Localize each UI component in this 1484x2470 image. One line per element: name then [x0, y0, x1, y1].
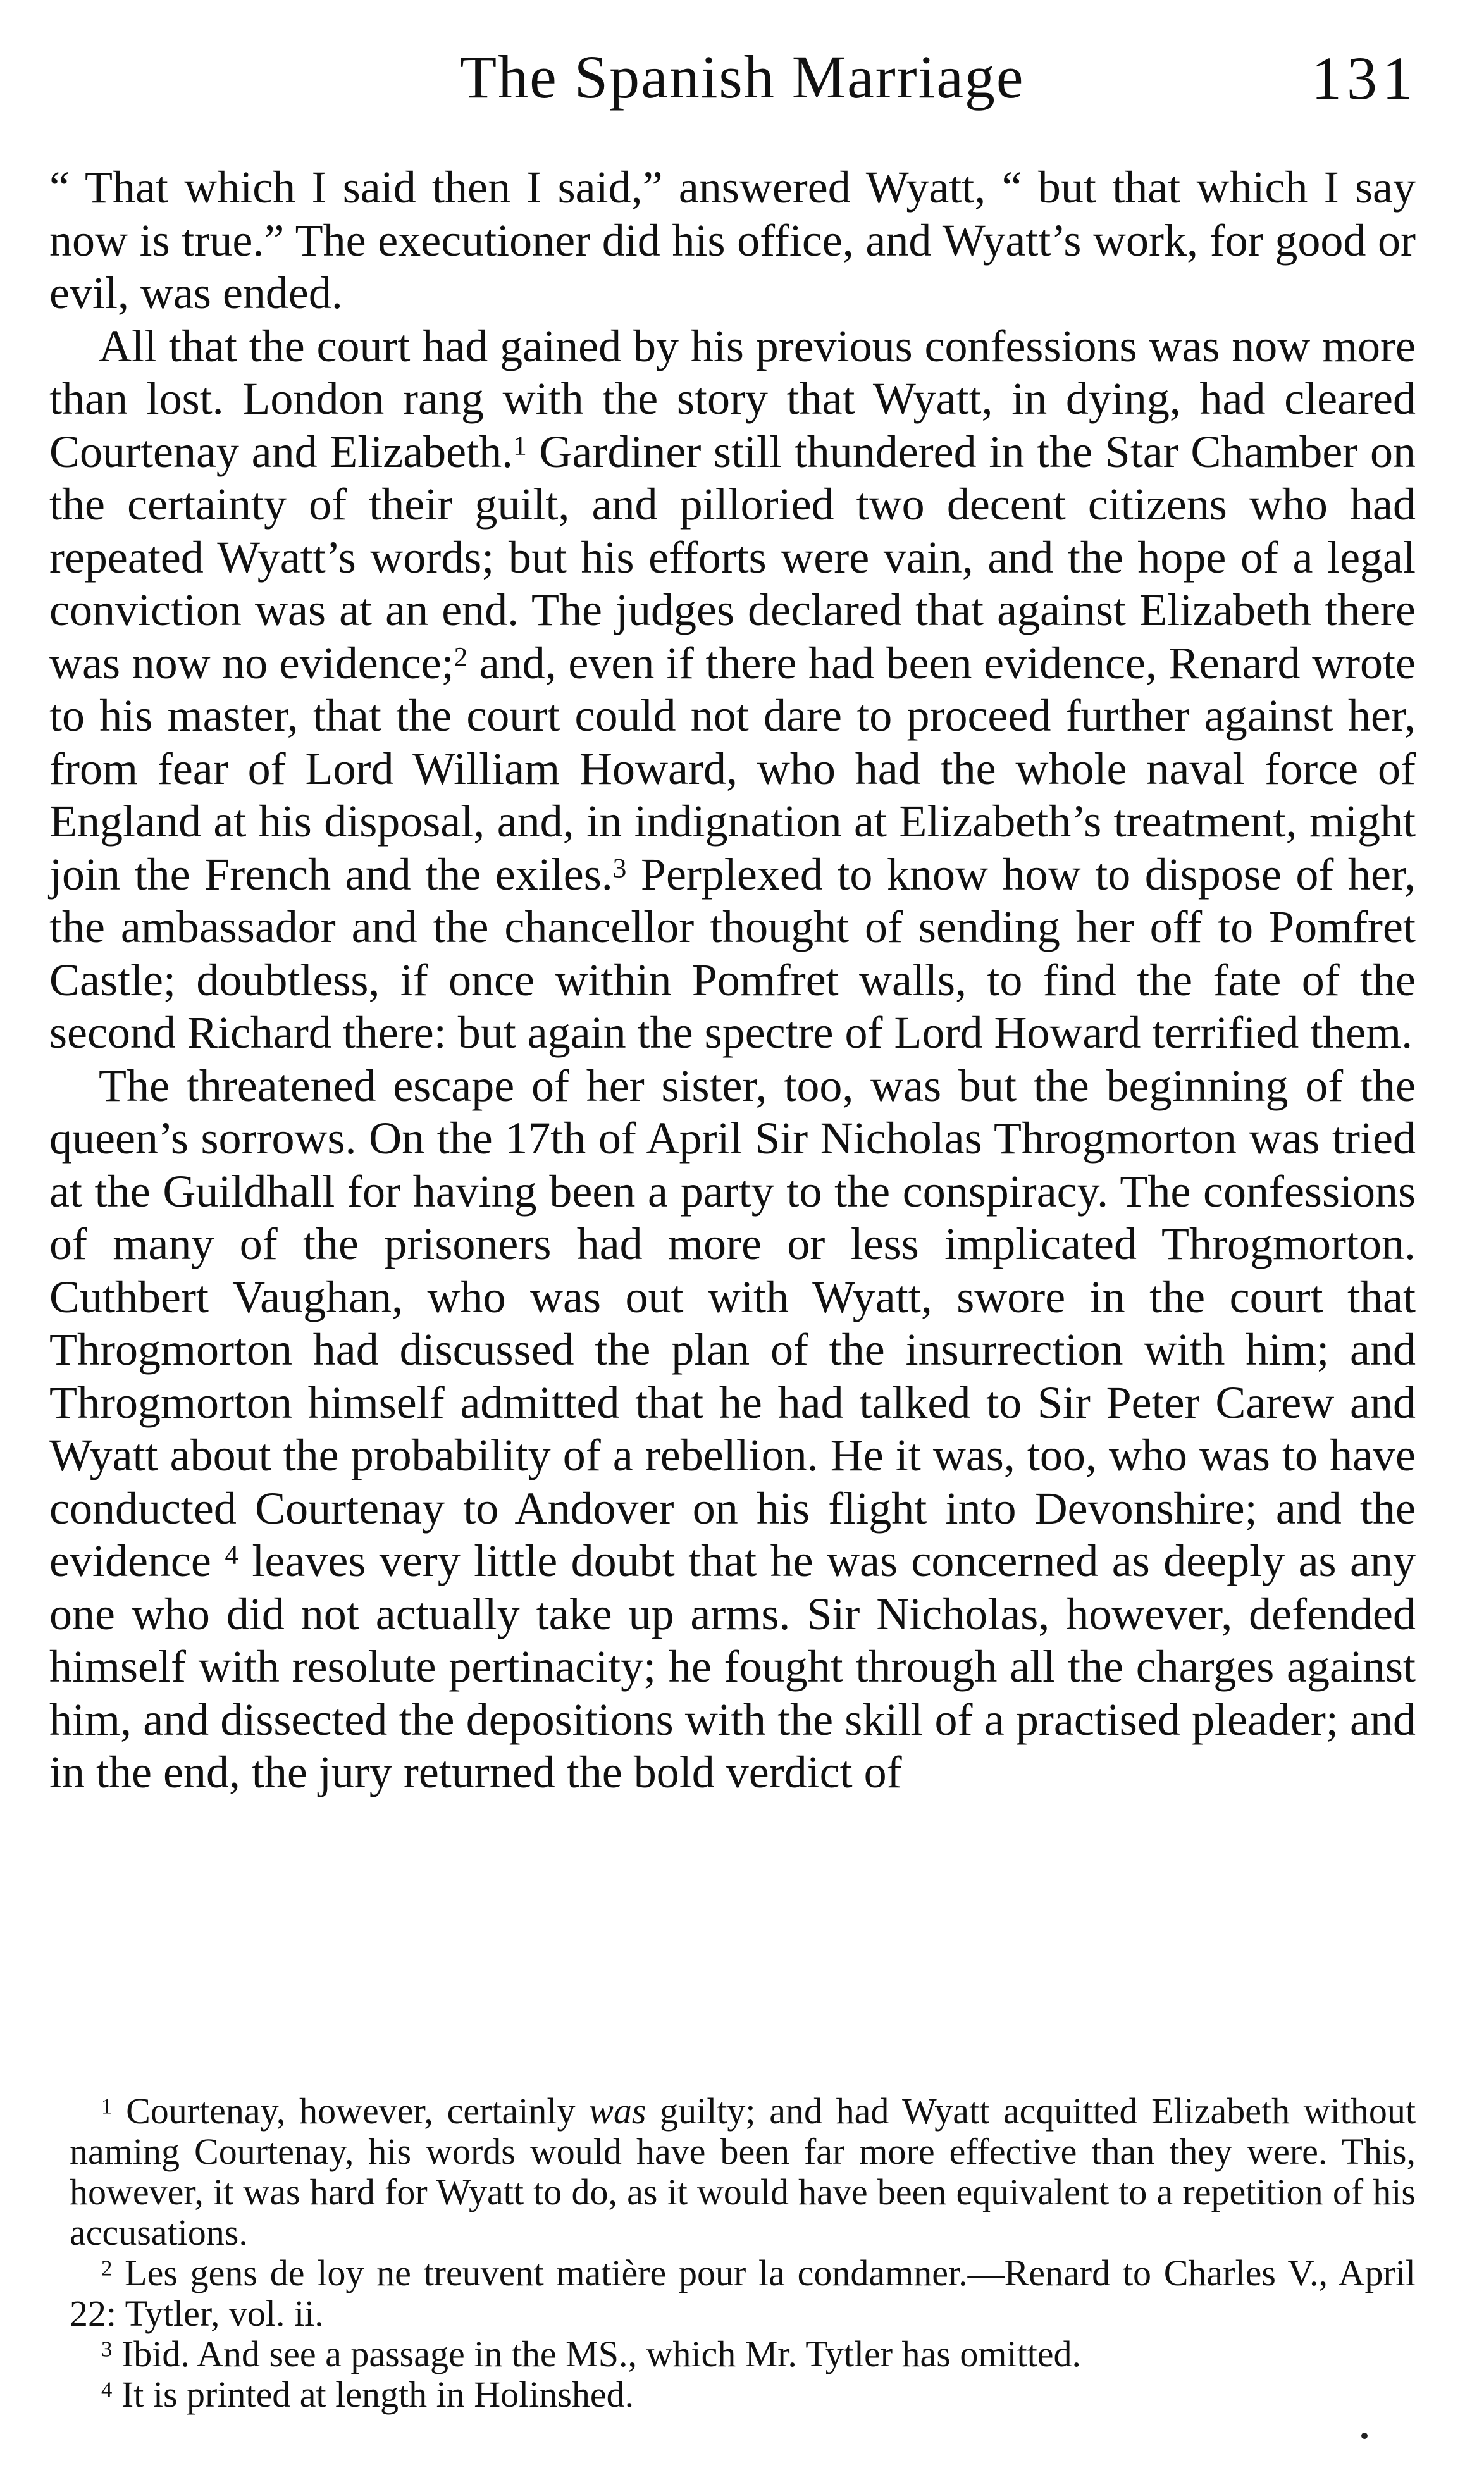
running-title: The Spanish Marriage [459, 43, 1025, 111]
footnote-1-mark: 1 [101, 2094, 113, 2119]
footnote-ref-1: 1 [513, 431, 527, 461]
footnote-3-text: Ibid. And see a passage in the MS., which Mr. Tytler has omitted. [112, 2333, 1082, 2374]
footnotes [70, 2091, 1416, 2415]
paragraph-1 [49, 161, 1416, 320]
page-number: 131 [1311, 44, 1418, 112]
footnote-4 [70, 2374, 1416, 2415]
footnote-2-text: Les gens de loy ne treuvent matière pour la condamner.—Renard to Charles V., April 22: Tytler, vol. ii. [70, 2252, 1416, 2334]
paragraph-2 [49, 320, 1416, 1060]
paragraph-2-text-c: and, even if there had been evidence, Renard wrote to his master, that the court could not dare to proceed further against her, from fear of Lord William Howard, who had the whole naval force of England at his disposal, and, in indignation at Elizabeth’s treatment, might join the French and the exiles. [49, 637, 1416, 900]
footnote-1-emphasis: was [589, 2090, 646, 2132]
footnote-1-text-a: Courtenay, however, certainly [112, 2090, 590, 2132]
paragraph-1-text: “ That which I said then I said,” answered Wyatt, “ but that which I say now is true.” The executioner did his office, and Wyatt’s work, for good or evil, was ended. [49, 162, 1416, 318]
footnote-2-mark: 2 [101, 2256, 113, 2281]
body-text [49, 161, 1416, 1799]
paragraph-3-text-a: The threatened escape of her sister, too, was but the beginning of the queen’s sorrows. On the 17th of April Sir Nicholas Throgmorton was tried at the Guildhall for having been a party to the conspiracy. The confessions of many of the prisoners had more or less implicated Throgmorton. Cuthbert Vaughan, who was out with Wyatt, swore in the court that Throgmorton had discussed the plan of the insurrection with him; and Throgmorton himself admitted that he had talked to Sir Peter Carew and Wyatt about the probability of a rebellion. He it was, too, who was to have conducted Courtenay to Andover on his flight into Devonshire; and the evidence [49, 1060, 1416, 1586]
footnote-ref-3: 3 [612, 853, 627, 884]
running-head [0, 39, 1484, 121]
paragraph-2-text-a: All that the court had gained by his previous confessions was now more than lost. London rang with the story that Wyatt, in dying, had cleared Courtenay and Elizabeth. [49, 320, 1416, 477]
paragraph-3 [49, 1060, 1416, 1799]
footnote-1-text-b: guilty; and had Wyatt acquitted Elizabeth without naming Courtenay, his words would have been far more effective than they were. This, however, it was hard for Wyatt to do, as it would have been equivalent to a repetition of his accusations. [70, 2090, 1416, 2253]
footnote-3 [70, 2334, 1416, 2374]
ink-speck [1361, 2433, 1368, 2439]
footnote-1 [70, 2091, 1416, 2253]
footnote-2 [70, 2253, 1416, 2334]
footnote-3-mark: 3 [101, 2337, 113, 2362]
footnote-ref-4: 4 [225, 1540, 238, 1570]
paragraph-2-text-b: Gardiner still thundered in the Star Chamber on the certainty of their guilt, and pilloried two decent citizens who had repeated Wyatt’s words; but his efforts were vain, and the hope of a legal conviction was at an end. The judges declared that against Elizabeth there was now no evidence; [49, 426, 1416, 688]
paragraph-2-text-d: Perplexed to know how to dispose of her, the ambassador and the chancellor thought of sending her off to Pomfret Castle; doubtless, if once within Pomfret walls, to find the fate of the second Richard there: but again the spectre of Lord Howard terrified them. [49, 848, 1416, 1058]
footnote-4-mark: 4 [101, 2377, 113, 2402]
footnote-4-text: It is printed at length in Holinshed. [112, 2374, 634, 2415]
paragraph-3-text-b: leaves very little doubt that he was concerned as deeply as any one who did not actually take up arms. Sir Nicholas, however, defended himself with resolute pertinacity; he fought through all the charges against him, and dissected the depositions with the skill of a practised pleader; and in the end, the jury returned the bold verdict of [49, 1536, 1416, 1797]
footnote-ref-2: 2 [454, 642, 468, 673]
